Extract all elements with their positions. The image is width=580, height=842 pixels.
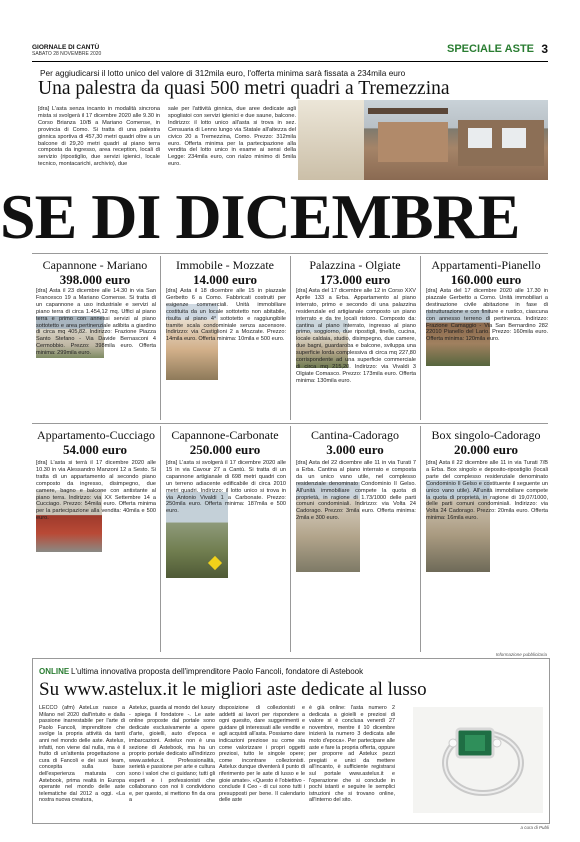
row-divider [32, 423, 548, 424]
listing-title: Capannone - Mariano [42, 258, 148, 272]
listing-price: 173.000 euro [319, 272, 391, 287]
ad-subtitle: L'ultima innovativa proposta dell'imprenditore Paolo Fancoli, fondatore di Astebook [71, 667, 364, 676]
column-divider [290, 426, 291, 652]
article-kicker: Per aggiudicarsi il lotto unico del valore di 312mila euro, l'offerta minima sarà fissata a 234mila euro [40, 68, 406, 78]
listing-title: Box singolo-Cadorago [431, 428, 541, 442]
section-title: SPECIALE ASTE [447, 43, 534, 55]
ad-online-label: ONLINE [39, 667, 70, 676]
listing-title: Appartamento-Cucciago [37, 428, 155, 442]
listing-title: Palazzina - Olgiate [309, 258, 401, 272]
ad-column-1: LECCO (afm) AsteLux nasce a Milano nel 2020 dall'intuito e dalla passione inarrestabile per l'arte di Paolo Fancoli, imprenditore che svolge la propria attività da tanti anni nel mondo delle aste. Astelux, infatti, non viene dal nulla, ma è il frutto di un'attenta progettazione a cura di Fancoli e dei suoi team, concepita sulla base dell'esperienza maturata con Astebook, prima realtà in Europa operante nel mondo delle aste telematiche dal 2012 a oggi. «La nostra nuova creatura, [39, 705, 125, 804]
listing-text: [dra] Asta il 23 dicembre alle 14.30 in via San Francesco 19 a Mariano Comense. Si tratta di un capannone a uso industriale e servizi al piano terra di circa 1.454,12 mq. Uffici al piano terra e primo con annessi servizi al piano sottotetto e area pertinenziale adibita a giardino di circa mq 405,82. Indirizzo: Frazione Piazza Santo Stefano - Via Davide Bernasconi 4 Cermobbio. Prezzo: 398mila euro. Offerta minima: 299mila euro. [36, 288, 156, 357]
column-divider [160, 426, 161, 652]
row-divider [32, 253, 548, 254]
banner-headline: SE DI DICEMBRE [0, 181, 520, 252]
column-divider [290, 256, 291, 420]
gym-building-photo [298, 100, 548, 180]
listing-text: [dra] Asta del 22 dicembre alle 11 in via Turati 7 a Erba. Cantina al piano interrato e composta da un unico vano utile, nel complesso residenziale denominato Condominio Il Gelso. All'unità immobiliare compete la quota di proprietà, in ragione di 1.73/1000 delle parti comuni condominiali. Indirizzo: via Volta 24 Cadorago. Prezzo: 3mila euro. Offerta minima: 2mila e 300 euro. [296, 460, 416, 522]
article-column-1: [dra] L'asta senza incanto in modalità sincrona mista si svolgerà il 17 dicembre 2020 alle 9.30 in Corso Brianza 10/B a Mariano Comense, in provincia di Como. Si tratta di una palestra ginnica sportiva di 457,30 metri quadri oltre a un balcone di 29,20 metri quadri al piano terra composta da ingresso, area reception, locali di servizio (ripostiglio, due servizi igienici, locale tecnico, montacarichi, archivio), due [38, 106, 160, 168]
listing-price: 160.000 euro [450, 272, 522, 287]
ad-tag: Informazione pubblicitaria [495, 652, 547, 657]
listing-price: 20.000 euro [453, 442, 519, 457]
page-header [32, 44, 548, 62]
ring-photo [413, 707, 543, 813]
ad-column-4: è già online: l'asta numero 2 dedicata a gioielli e preziosi di valore si è conclusa venerdì 27 novembre, mentre il 10 dicembre inizierà la numero 3 dedicata alle moto d'epoca». Per partecipare alle aste e fare la propria offerta, oppure per proporre ad Astelux pezzi pregiati e unici da mettere all'incanto, è sufficiente registrarsi sul portale www.astelux.it e l'operazione che si conclude in pochi istanti e seguire le semplici istruzioni che si trovano online, all'interno del sito. [309, 705, 395, 804]
listing-price: 398.000 euro [59, 272, 131, 287]
page-number: 3 [541, 42, 548, 56]
article-title: Una palestra da quasi 500 metri quadri a Tremezzina [38, 78, 450, 99]
listing-text: [dra] Asta del 17 dicembre 2020 alle 17.30 in piazzale Gerbetto a Como. Unità immobiliari a destinazione civile abitazione in fase di ristrutturazione e con finiture e rustico, ciascuna con annesso terreno di pertinenza. Indirizzo: Frazione Camaggio - Via San Bernardino 282 22010 Pianello del Lario. Prezzo: 160mila euro. Offerta minima: 120mila euro. [426, 288, 548, 343]
issue-date: SABATO 28 NOVEMBRE 2020 [32, 51, 102, 57]
ad-footer: a cura di Publi [520, 825, 549, 830]
listing-text: [dra] L'asta si terrà il 17 dicembre 2020 alle 10.30 in via Alessandro Manzoni 12 a Sesto. Si tratta di un appartamento al secondo piano composto da ingresso, disimpegno, due camere, bagno e balcone con antistante al piano terra. Indirizzo: via XX Settembre 14 a Cucciago. Prezzo: 54mila euro. Offerta minima per la partecipazione alla vendita: 40mila e 500 euro. [36, 460, 156, 522]
listing-text: [dra] Asta del 17 dicembre alle 12 in Corso XXV Aprile 133 a Erba. Appartamento al piano interrato, primo e secondo di una palazzina residenziale ed artigianale composto un piano interrato e da tre locali ristoro. Composto da: cantina al piano interrato, ingresso al piano primo, soggiorno, due ripostigli, tinello, cucina, locale caldaia, studio, disimpegno, due camere, due bagni, guardaroba e balcone, sviluppa una superficie lorda complessiva di circa mq 227,80 corrispondente ad una superficie commerciale di circa mq 215,20. Indirizzo: via Vivaldi 3 Olgiate Comasco. Prezzo: 173mila euro. Offerta minima: 130mila euro. [296, 288, 416, 384]
column-divider [420, 256, 421, 420]
listing-price: 3.000 euro [326, 442, 384, 457]
listing-text: [dra] Asta il 18 dicembre alle 15 in piazzale Gerbetto 6 a Como. Fabbricati costruiti per esigenze commerciali. Unità immobiliare costituita da un locale sottotetto non abitabile, risulta al piano 4° sottotetto e raggiungibile tramite scala condominiale senza ascensore. Indirizzo: via Castiglioni 2 a Mozzate. Prezzo: 14mila euro. Offerta minima: 10mila e 500 euro. [166, 288, 286, 343]
advertorial-box [32, 652, 550, 830]
listing-price: 14.000 euro [192, 272, 258, 287]
listing-title: Cantina-Cadorago [311, 428, 399, 442]
publication-name: GIORNALE DI CANTÙ [32, 44, 100, 51]
article-column-2: sale per l'attività ginnica, due aree dedicate agli spogliatoi con servizi igienici e due saune, balcone. Indirizzo: il lotto unico all'asta si trova in sez. Censuaria di Lenno lungo via Statale all'altezza del civico 20 a Tremezzina, Como. Prezzo: 312mila euro. Offerta minima per la partecipazione alla vendita del lotto unico in esame ai sensi della Legge: 234mila euro, con rialzo minimo di 5mila euro. [168, 106, 296, 168]
ad-column-3: disposizione di collezionisti e addetti ai lavori per rispondere a ogni quesito, dare suggerimenti e guidare gli interessati alle vendite e agli acquisti all'asta. Possiamo dare indicazioni preziose su come sia come valorizzare i propri oggetti preziosi, tutto le singole opere; come incontrare collezionisti. Astelux dunque diventerà il punto di riferimento per le aste di lusso e le gioie amate». «Questo è l'obiettivo - conclude il Ceo - di cui sono tutti i presupposti per bene. Il calendario delle aste [219, 705, 305, 804]
ad-title: Su www.astelux.it le migliori aste dedicate al lusso [39, 679, 427, 700]
listing-title: Immobile - Mozzate [176, 258, 274, 272]
emerald-ring-icon [413, 707, 543, 813]
column-divider [420, 426, 421, 652]
listing-title: Appartamenti-Pianello [431, 258, 541, 272]
listing-text: [dra] L'asta si svolgerà il 17 dicembre 2020 alle 15 in via Cavour 27 a Cantù. Si tratta di un capannone artigianale di 698 metri quadri con un terreno adiacente edificabile di circa 2010 metri quadri. Indirizzo: il lotto unico si trova in via Antonio Vivaldi 1 a Carbonate. Prezzo: 250mila euro. Offerta minima: 187mila e 500 euro. [166, 460, 286, 515]
listing-price: 54.000 euro [62, 442, 128, 457]
listing-text: [dra] Asta il 22 dicembre alle 11 in via Turati 7/B a Erba. Box singolo e deposito-ripostiglio (locali parte del complesso residenziale denominato Condominio Il Gelso e costituente il seguente un unico vano utile). All'unità immobiliare compete la quota di proprietà, in ragione di 19,07/1000, delle parti comuni condominiali. Indirizzo: via Volta 24 Cadorago. Prezzo: 20mila euro. Offerta minima: 16mila euro. [426, 460, 548, 522]
ad-column-2: Astelux, guarda al mondo del luxury - spiega il fondatore -. Le aste online proposte dal portale sono dedicate esclusivamente a opere d'arte, gioielli, auto d'epoca e imbarcazioni. Astelux non è una sezione di Astebook, ma ha un proprio portale dedicato all'indirizzo www.astelux.it. Professionalità, serietà e passione per arte e cultura sono i valori che ci guidano; tutti gli esperti e i professionisti che collaborano con noi li condividono e, per questo, si mettono fin da ora a [129, 705, 215, 804]
column-divider [160, 256, 161, 420]
listing-price: 250.000 euro [189, 442, 261, 457]
listing-title: Capannone-Carbonate [171, 428, 279, 442]
